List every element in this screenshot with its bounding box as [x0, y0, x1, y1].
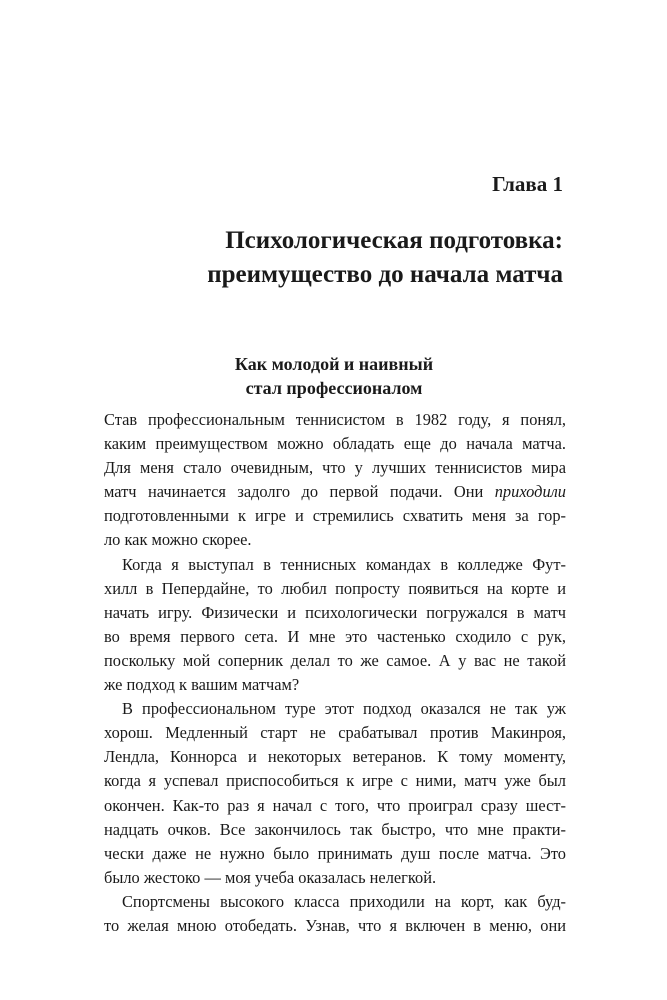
text-line: Для меня стало очевидным, что у лучших теннисистов мира [104, 458, 566, 478]
text-line: каким преимуществом можно обладать еще до начала матча. [104, 434, 566, 454]
paragraph [104, 697, 566, 890]
text-line: во время первого сета. И мне это частенько сходило с рук, [104, 626, 566, 646]
section-title [104, 352, 564, 400]
text-line: окончен. Как-то раз я начал с того, что проиграл сразу шест- [104, 795, 566, 815]
text-line: хилл в Пепердайне, то любил попросту появиться на корте и [104, 578, 566, 598]
body-text [104, 408, 566, 938]
chapter-label: Глава 1 [492, 172, 563, 196]
text-line: подготовленными к игре и стремились схватить меня за гор- [104, 506, 566, 526]
chapter-title [83, 224, 563, 292]
text-line: Когда я выступал в теннисных командах в колледже Фут- [122, 554, 566, 574]
text-line: Лендла, Коннорса и некоторых ветеранов. К тому моменту, [104, 747, 566, 767]
section-title-line: стал профессионалом [245, 378, 423, 398]
text-line [104, 480, 566, 504]
text-line: начать игру. Физически и психологически погружался в матч [104, 602, 566, 622]
chapter-title-line: преимущество до начала матча [207, 261, 563, 288]
paragraph [104, 553, 566, 698]
text-line: когда я успевал приспособиться к игре с ними, матч уже был [104, 771, 566, 791]
text-line: В профессиональном туре этот подход оказался не так уж [122, 699, 566, 719]
text-line: то желая мною отобедать. Узнав, что я включен в меню, они [104, 915, 566, 935]
paragraph [104, 408, 566, 553]
text-line: же подход к вашим матчам? [104, 675, 300, 695]
chapter-title-line: Психологическая подготовка: [225, 227, 563, 254]
paragraph [104, 890, 566, 938]
text-segment: матч начинается задолго до первой подачи. Они [104, 482, 495, 502]
text-line: чески даже не нужно было принимать душ после матча. Это [104, 843, 566, 863]
text-line: поскольку мой соперник делал то же самое. А у вас не такой [104, 650, 566, 670]
text-line: Спортсмены высокого класса приходили на корт, как буд- [122, 891, 566, 911]
text-line: хорош. Медленный старт не срабатывал против Макинроя, [104, 723, 566, 743]
text-line: было жестоко — моя учеба оказалась нелегкой. [104, 867, 437, 887]
text-line: Став профессиональным теннисистом в 1982 году, я понял, [104, 410, 566, 429]
section-title-line: Как молодой и наивный [234, 354, 434, 374]
text-line: ло как можно скорее. [104, 530, 252, 550]
text-line: надцать очков. Все закончилось так быстро, что мне практи- [104, 819, 566, 839]
emphasized-word: приходили [494, 482, 566, 502]
